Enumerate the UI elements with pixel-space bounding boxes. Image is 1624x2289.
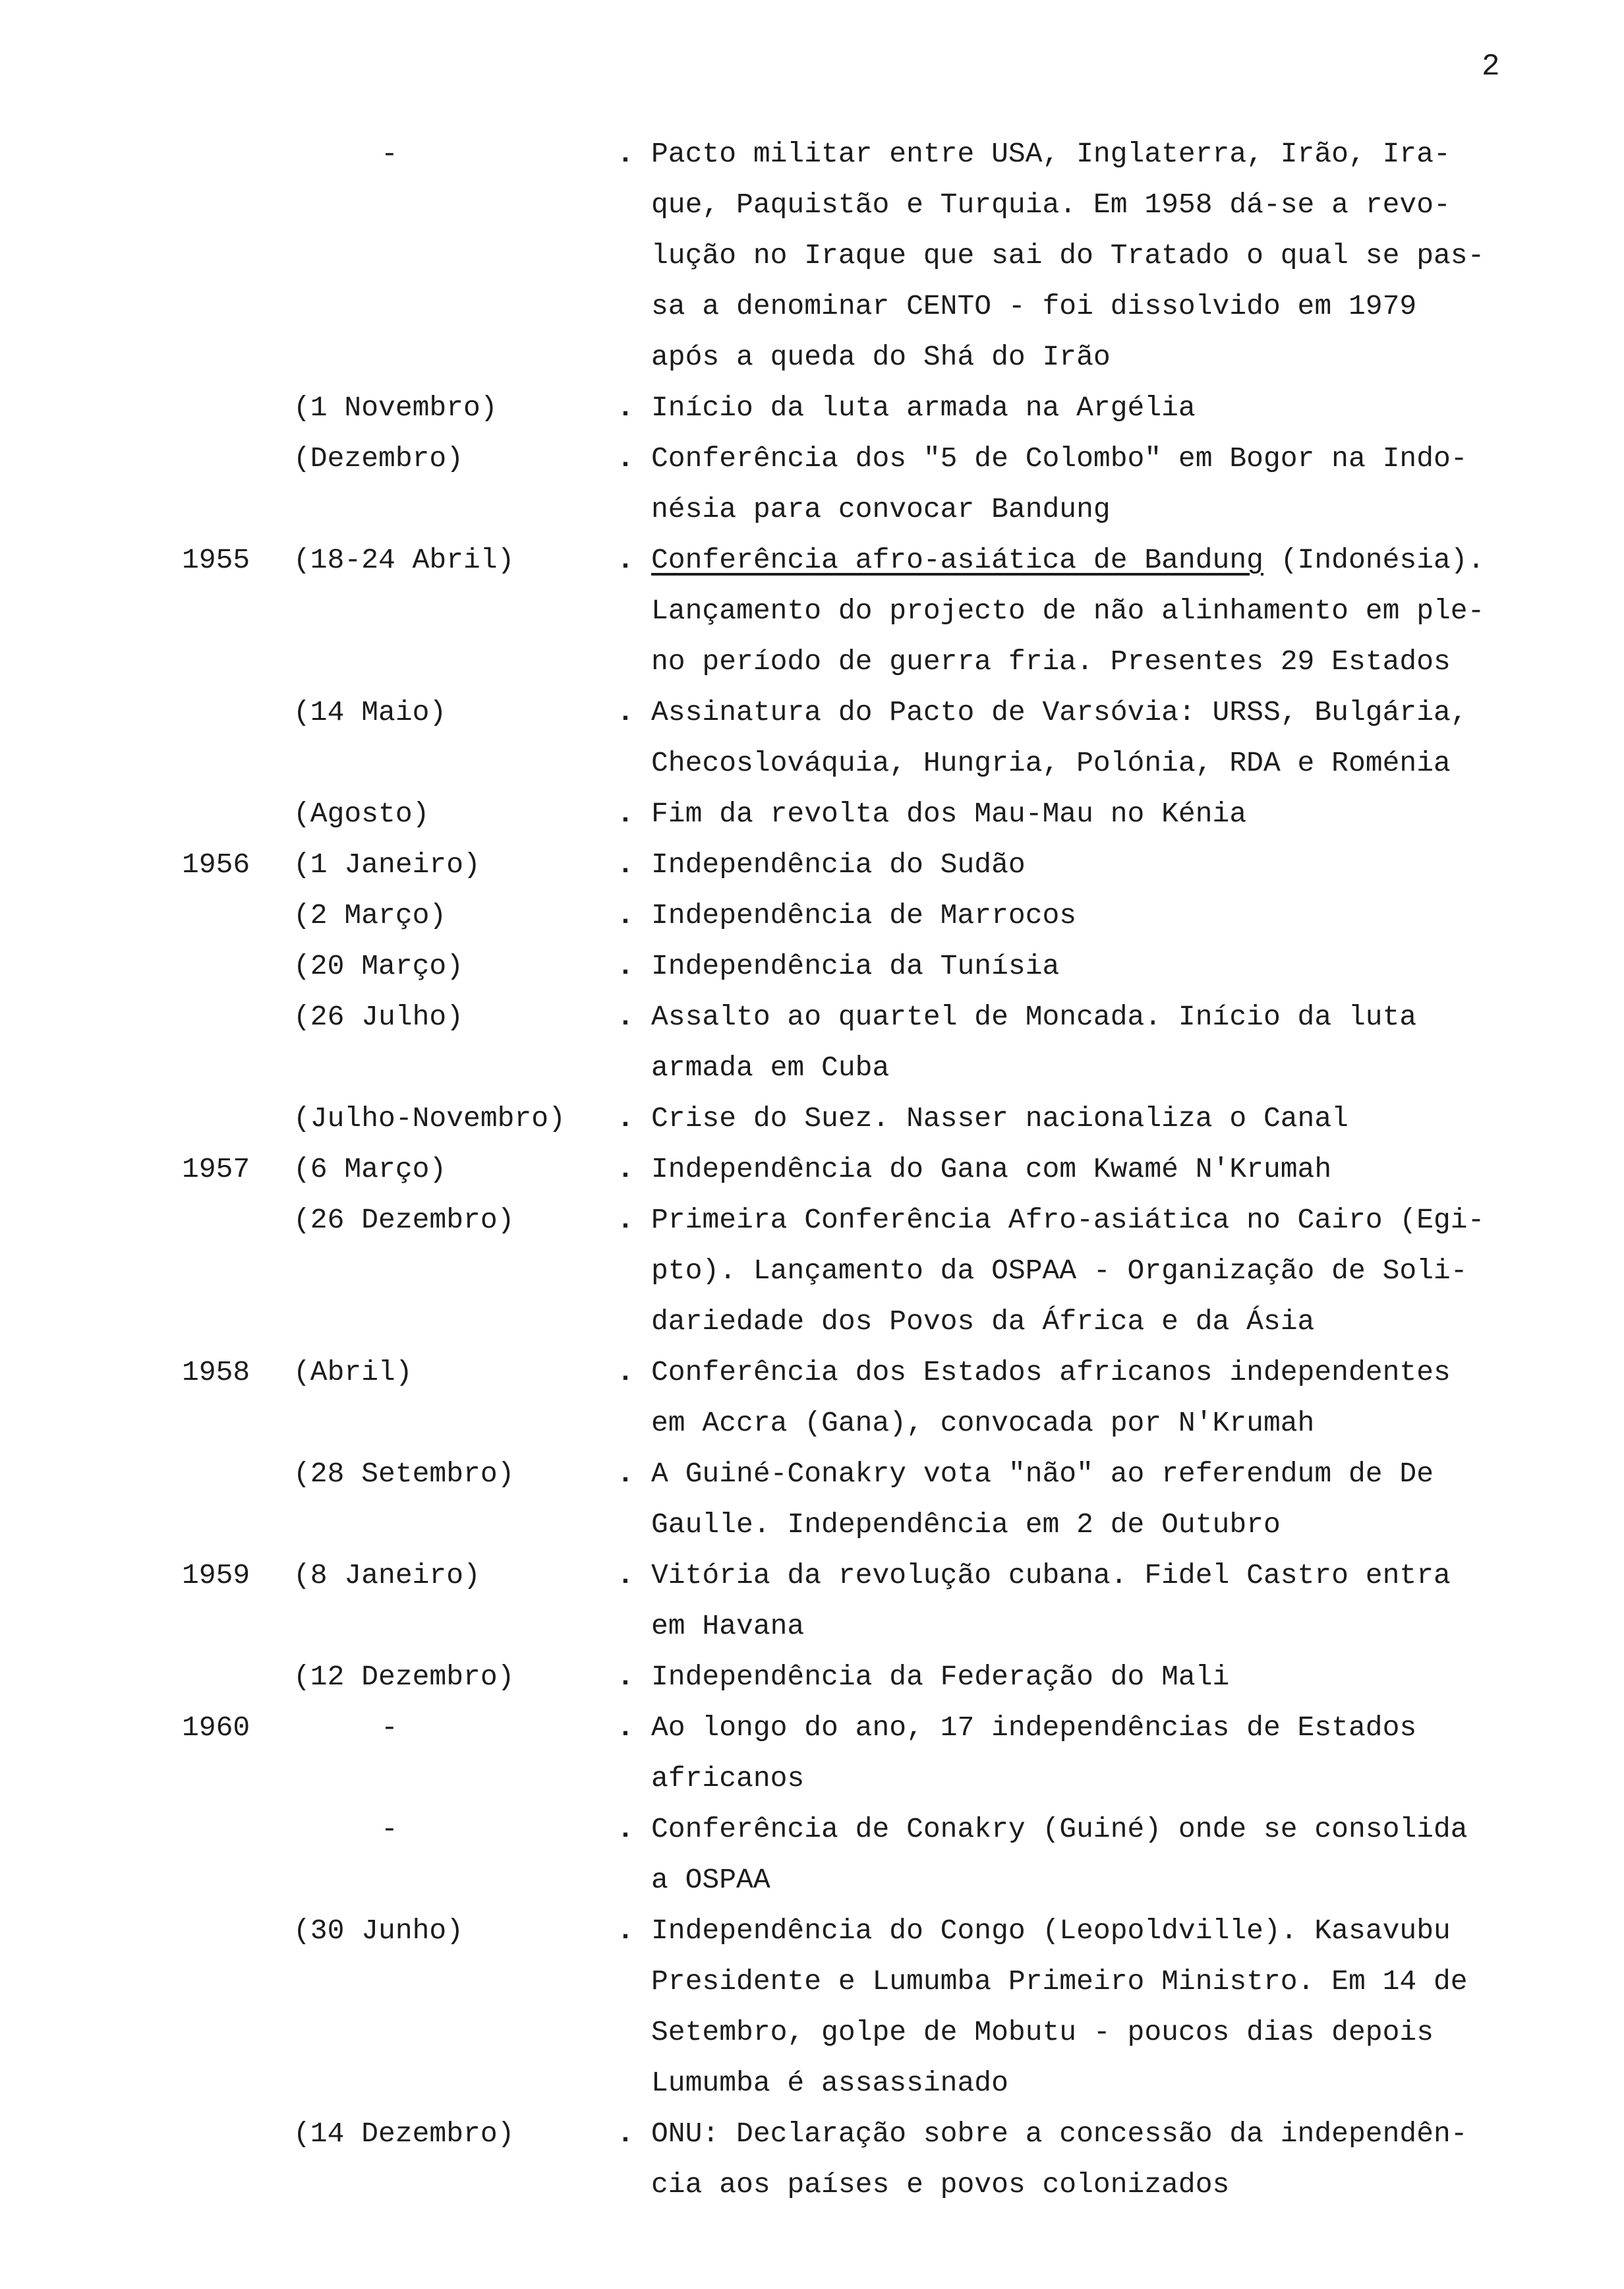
entry-text-line: Presidente e Lumumba Primeiro Ministro. Em 14 de [651,1965,1468,1998]
bullet-marker: . [617,1813,634,1845]
bullet-marker: . [617,696,634,728]
entry-text-line: Independência da Federação do Mali [651,1661,1230,1693]
entry-date: (30 Junho) [293,1915,464,1947]
chronology-entry [0,1804,1624,1905]
bullet-marker: . [617,392,634,424]
bullet-marker: . [617,1356,634,1388]
entry-date: (14 Dezembro) [293,2118,515,2150]
entry-text-line: a OSPAA [651,1864,770,1896]
entry-text [651,1651,1521,1702]
entry-text [651,433,1521,535]
entry-date: (6 Março) [293,1153,447,1185]
entry-text-line: Lançamento do projecto de não alinhamento em ple- [651,595,1485,627]
bullet-marker: . [617,1915,634,1947]
entry-year: 1955 [182,544,250,576]
entry-year: 1959 [182,1559,250,1591]
entry-date: - [381,1711,398,1744]
chronology-list [0,129,1624,2210]
entry-text-line: Assalto ao quartel de Moncada. Início da luta [651,1001,1417,1033]
entry-date: (1 Janeiro) [293,848,480,881]
chronology-entry [0,1905,1624,2108]
entry-text [651,1347,1521,1448]
entry-date: (2 Março) [293,899,447,932]
entry-text [651,535,1521,687]
entry-text [651,687,1521,788]
entry-date: (12 Dezembro) [293,1661,515,1693]
bullet-marker: . [617,2118,634,2150]
entry-text-line: no período de guerra fria. Presentes 29 Estados [651,645,1451,678]
entry-year: 1958 [182,1356,250,1388]
entry-text-line: pto). Lançamento da OSPAA - Organização de Soli- [651,1255,1468,1287]
bullet-marker: . [617,1711,634,1744]
chronology-entry [0,1651,1624,1702]
entry-text-line: nésia para convocar Bandung [651,493,1111,525]
chronology-entry [0,941,1624,992]
entry-year: 1956 [182,848,250,881]
entry-text-line: Fim da revolta dos Mau-Mau no Kénia [651,798,1247,830]
entry-text [651,788,1521,839]
entry-text-line: Independência do Gana com Kwamé N'Krumah [651,1153,1332,1185]
entry-date: (Abril) [293,1356,413,1388]
entry-text-line: dariedade dos Povos da África e da Ásia [651,1305,1315,1338]
entry-text-rest: (Indonésia). [1263,544,1485,576]
entry-text-line: cia aos países e povos colonizados [651,2168,1230,2201]
entry-text-line: Primeira Conferência Afro-asiática no Cairo (Egi- [651,1204,1485,1236]
entry-text [651,2108,1521,2210]
entry-text [651,1905,1521,2108]
bullet-marker: . [617,138,634,170]
entry-date: (14 Maio) [293,696,447,728]
entry-date: (26 Dezembro) [293,1204,515,1236]
entry-text-line: sa a denominar CENTO - foi dissolvido em 1979 [651,290,1417,322]
entry-text-line: em Accra (Gana), convocada por N'Krumah [651,1407,1315,1439]
chronology-entry [0,535,1624,687]
bullet-marker: . [617,1661,634,1693]
entry-text-line: que, Paquistão e Turquia. Em 1958 dá-se a revo- [651,189,1451,221]
entry-text-line: Independência da Tunísia [651,950,1060,982]
entry-text [651,941,1521,992]
entry-date: (18-24 Abril) [293,544,515,576]
entry-date: (1 Novembro) [293,392,498,424]
entry-year: 1957 [182,1153,250,1185]
chronology-entry [0,433,1624,535]
entry-text [651,1702,1521,1804]
bullet-marker: . [617,1102,634,1135]
chronology-entry [0,1347,1624,1448]
entry-text-line [651,535,1521,585]
chronology-entry [0,687,1624,788]
entry-text-line: Vitória da revolução cubana. Fidel Castro entra [651,1559,1451,1591]
bullet-marker: . [617,1204,634,1236]
entry-date: - [381,138,398,170]
entry-date: - [381,1813,398,1845]
chronology-entry [0,1702,1624,1804]
entry-text-line: Ao longo do ano, 17 independências de Estados [651,1711,1417,1744]
entry-text [651,1093,1521,1144]
chronology-entry [0,1195,1624,1347]
bullet-marker: . [617,1001,634,1033]
entry-text-line: Checoslováquia, Hungria, Polónia, RDA e Roménia [651,747,1451,779]
entry-date: (Dezembro) [293,442,464,475]
entry-text-line: Pacto militar entre USA, Inglaterra, Irão, Ira- [651,138,1451,170]
entry-text-line: A Guiné-Conakry vota "não" ao referendum de De [651,1458,1434,1490]
entry-date: (26 Julho) [293,1001,464,1033]
entry-text [651,1144,1521,1195]
entry-date: (28 Setembro) [293,1458,515,1490]
entry-text-line: armada em Cuba [651,1052,890,1084]
entry-text-line: Início da luta armada na Argélia [651,392,1196,424]
entry-text-line: Conferência dos Estados africanos independentes [651,1356,1451,1388]
bullet-marker: . [617,848,634,881]
chronology-entry [0,1550,1624,1651]
entry-year: 1960 [182,1711,250,1744]
bullet-marker: . [617,544,634,576]
entry-text-line: Setembro, golpe de Mobutu - poucos dias depois [651,2016,1434,2048]
bullet-marker: . [617,1458,634,1490]
bullet-marker: . [617,899,634,932]
bullet-marker: . [617,1559,634,1591]
entry-text-line: Crise do Suez. Nasser nacionaliza o Canal [651,1102,1348,1135]
entry-text-line: Lumumba é assassinado [651,2067,1008,2099]
entry-text-line: africanos [651,1762,805,1795]
bullet-marker: . [617,442,634,475]
entry-text [651,1195,1521,1347]
chronology-entry [0,1448,1624,1550]
entry-text-line: após a queda do Shá do Irão [651,341,1111,373]
entry-text [651,1550,1521,1651]
bullet-marker: . [617,798,634,830]
chronology-entry [0,788,1624,839]
entry-text-line: Conferência dos "5 de Colombo" em Bogor na Indo- [651,442,1468,475]
entry-text [651,129,1521,382]
underlined-title: Conferência afro-asiática de Bandung [651,544,1263,576]
entry-text-line: Conferência de Conakry (Guiné) onde se consolida [651,1813,1468,1845]
entry-text-line: lução no Iraque que sai do Tratado o qual se pas- [651,239,1485,272]
entry-text [651,992,1521,1093]
entry-text [651,1448,1521,1550]
entry-text-line: Independência do Congo (Leopoldville). Kasavubu [651,1915,1451,1947]
entry-text-line: ONU: Declaração sobre a concessão da independên- [651,2118,1468,2150]
entry-text-line: Assinatura do Pacto de Varsóvia: URSS, Bulgária, [651,696,1468,728]
entry-date: (8 Janeiro) [293,1559,480,1591]
entry-text [651,839,1521,890]
chronology-entry [0,992,1624,1093]
entry-text [651,382,1521,433]
entry-text-line: em Havana [651,1610,805,1642]
chronology-entry [0,382,1624,433]
entry-text-line: Gaulle. Independência em 2 de Outubro [651,1508,1281,1541]
chronology-entry [0,129,1624,382]
chronology-entry [0,839,1624,890]
entry-date: (20 Março) [293,950,464,982]
chronology-entry [0,890,1624,941]
page-number: 2 [1482,49,1500,84]
chronology-entry [0,1093,1624,1144]
chronology-entry [0,1144,1624,1195]
entry-text [651,1804,1521,1905]
entry-date: (Agosto) [293,798,430,830]
bullet-marker: . [617,1153,634,1185]
entry-text-line: Independência de Marrocos [651,899,1077,932]
bullet-marker: . [617,950,634,982]
entry-date: (Julho-Novembro) [293,1102,566,1135]
entry-text [651,890,1521,941]
chronology-entry [0,2108,1624,2210]
entry-text-line: Independência do Sudão [651,848,1026,881]
